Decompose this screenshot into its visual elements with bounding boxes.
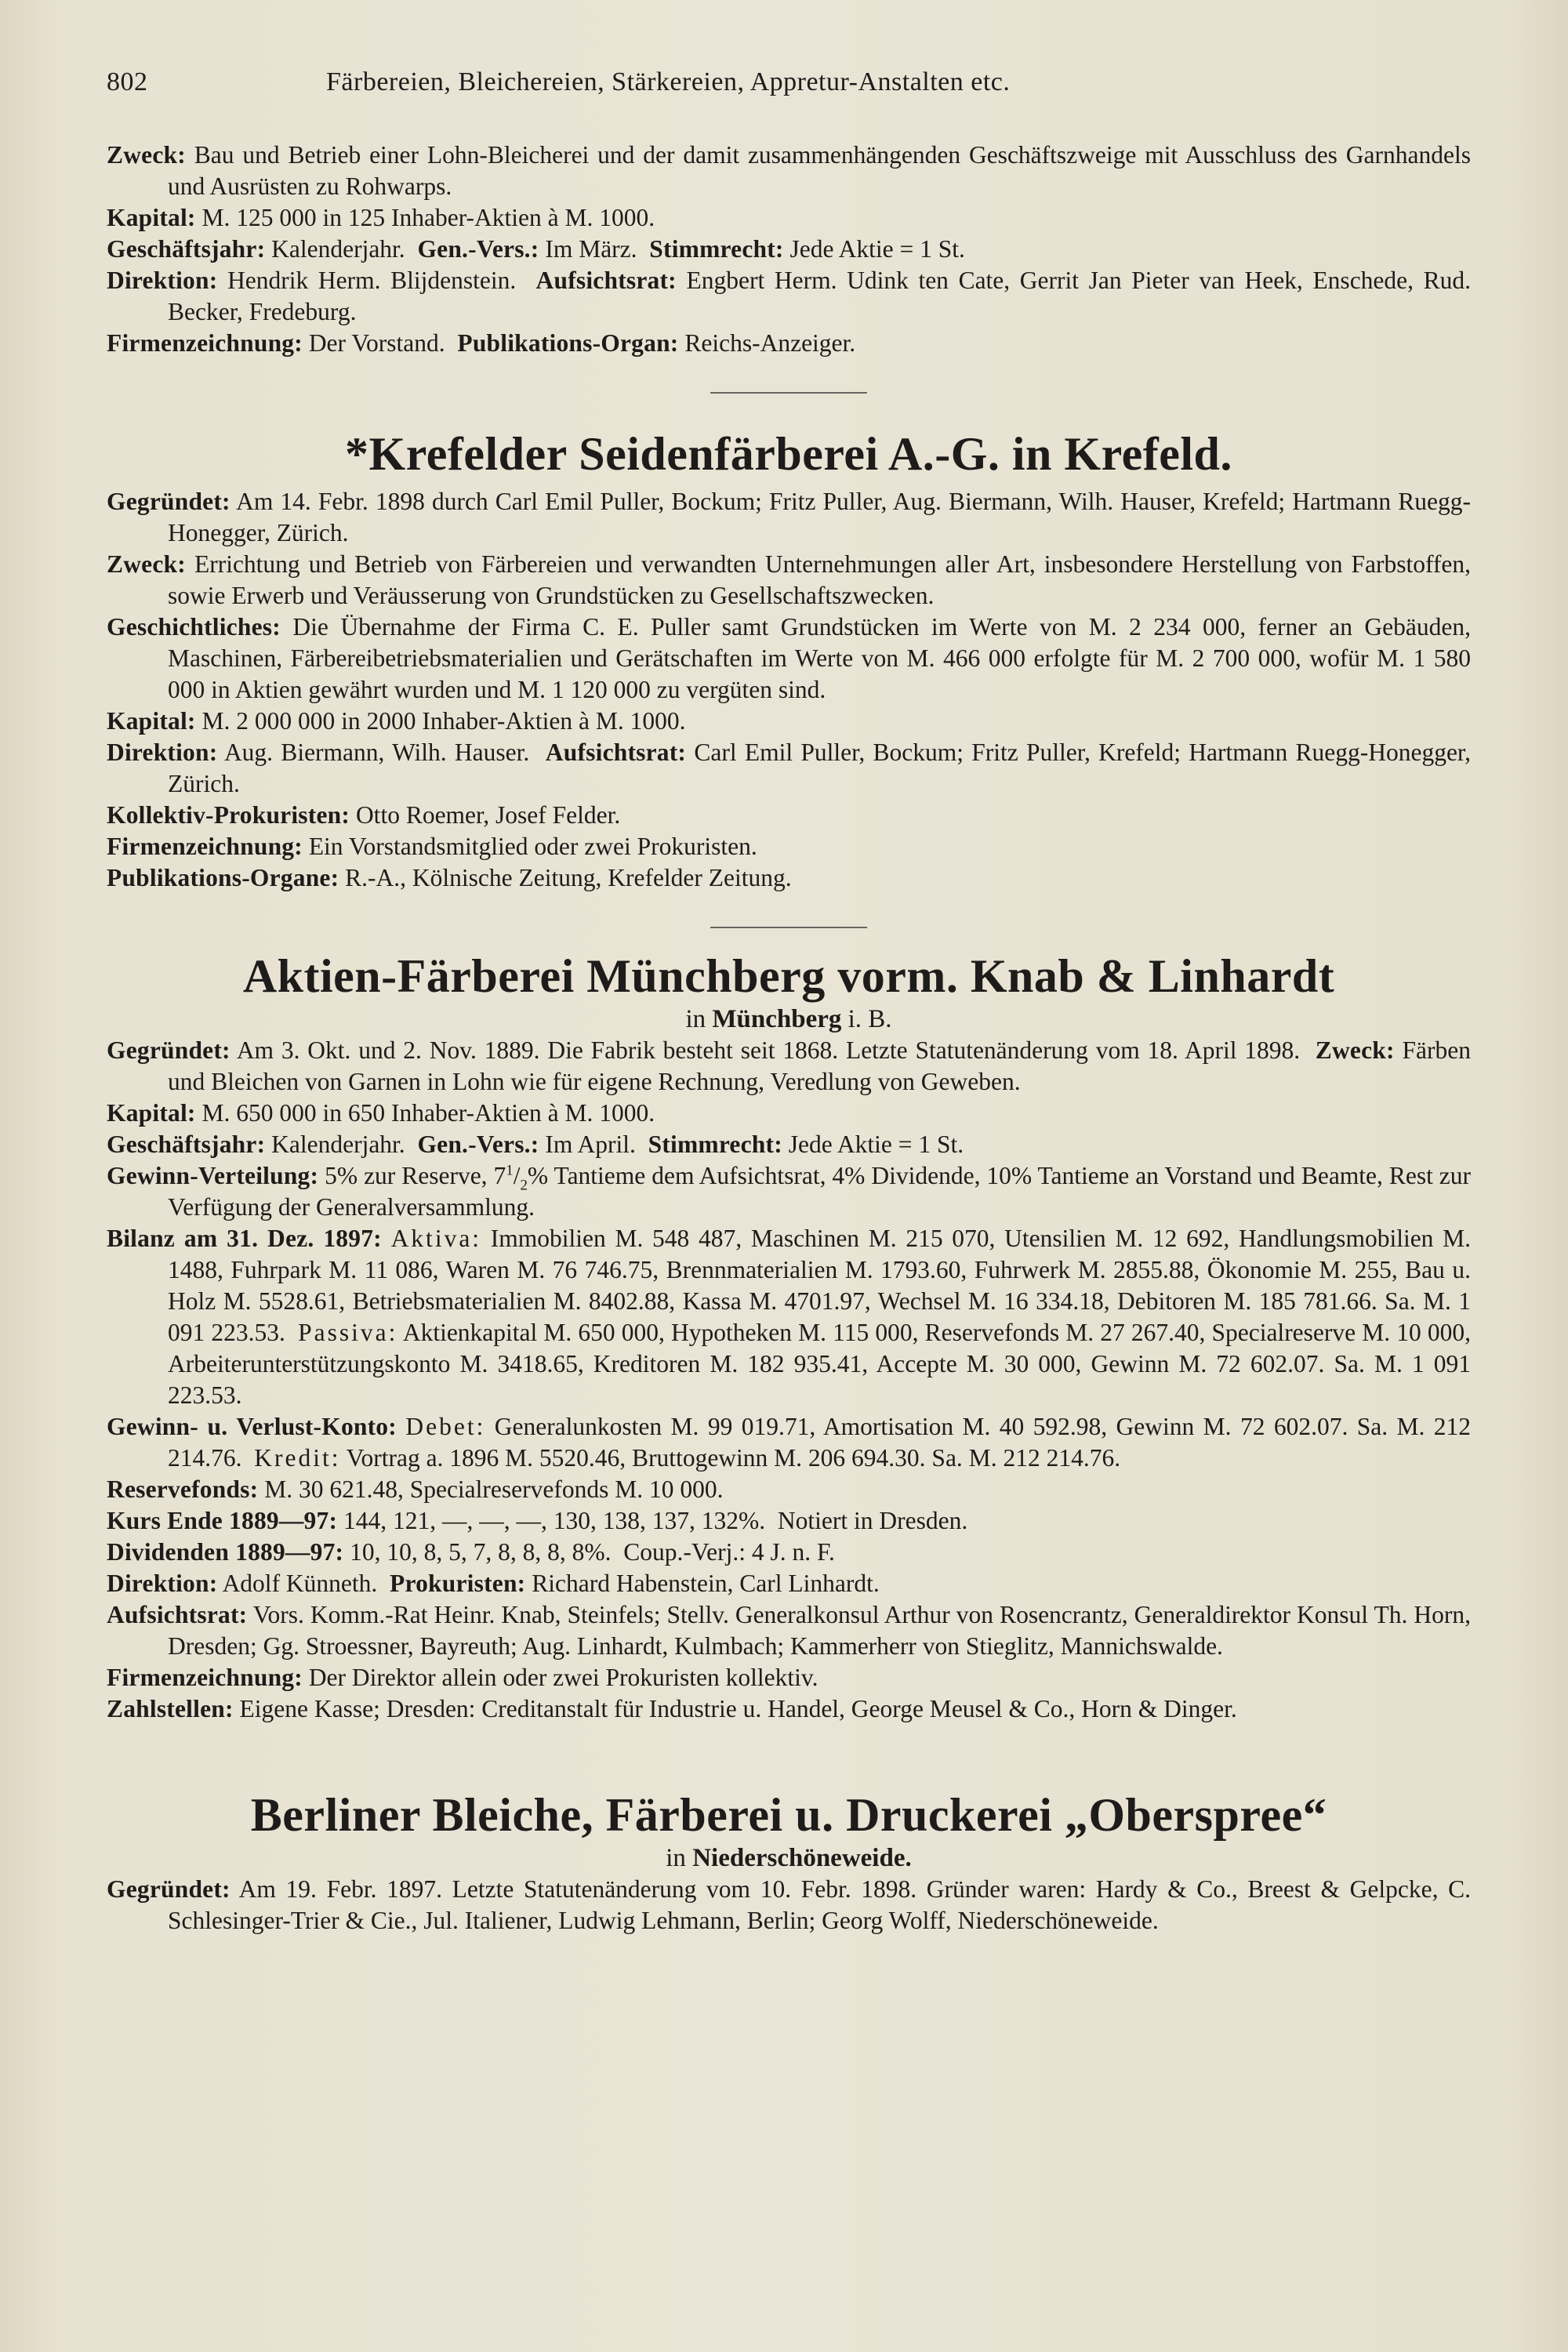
entry-reservefonds — [107, 1474, 1471, 1505]
field-label: Publikations-Organ: — [457, 329, 679, 357]
location-prefix: in — [685, 1005, 706, 1033]
field-value: Richard Habenstein, Carl Linhardt. — [532, 1570, 880, 1597]
field-value: Vortrag a. 1896 M. 5520.46, Bruttogewinn M. 206 694.30. Sa. M. 212 214.76. — [346, 1444, 1121, 1472]
field-value: Färben und Bleichen von Garnen in Lohn wie für eigene Rechnung, Veredlung von Geweben. — [168, 1036, 1471, 1095]
field-value: Otto Roemer, Josef Felder. — [355, 801, 621, 829]
entry-direktion — [107, 1568, 1471, 1599]
field-value: Der Direktor allein oder zwei Prokuristen kollektiv. — [308, 1664, 818, 1691]
field-value: Kalenderjahr. — [271, 235, 405, 263]
company-entry-oberspree — [107, 1788, 1471, 1936]
field-value: Coup.-Verj.: 4 J. n. F. — [623, 1538, 835, 1566]
field-value: Generalunkosten M. 99 019.71, Amortisation M. 40 592.98, Gewinn M. 72 602.07. Sa. M. 212 214.76. — [168, 1413, 1472, 1472]
field-label: Gegründet: — [107, 488, 230, 515]
field-value: Dividende, — [871, 1162, 981, 1189]
company-title: Aktien-Färberei Münchberg vorm. Knab & Linhardt — [242, 950, 1335, 1002]
field-label: Kapital: — [107, 1099, 196, 1127]
location-suffix: i. B. — [848, 1005, 892, 1033]
field-label: Prokuristen: — [390, 1570, 526, 1597]
field-label: Direktion: — [107, 1570, 218, 1597]
field-value: M. 650 000 in 650 Inhaber-Aktien à M. 1000. — [201, 1099, 655, 1127]
company-entry-krefelder — [107, 426, 1471, 894]
field-value: Bau und Betrieb einer Lohn-Bleicherei und der damit zusammenhängenden Geschäftszweige mit Ausschluss des Garnhandels und Ausrüsten zu Rohwarps. — [168, 141, 1471, 200]
field-value: 10, 10, 8, 5, 7, 8, 8, 8, 8 — [350, 1538, 585, 1566]
subfield-label: Aktiva: — [390, 1225, 482, 1252]
percent-sign: % — [336, 1162, 358, 1189]
entry-kurs: Kurs Ende 1889—97: 144, 121, —, —, —, 130, 138, 137, 132%. Notiert in Dresden. — [107, 1507, 968, 1534]
entry-geschichtliches — [107, 612, 1471, 706]
running-header — [107, 67, 1471, 97]
field-label: Gewinn- u. Verlust-Konto: — [107, 1413, 397, 1440]
percent-sign: % — [844, 1162, 866, 1189]
field-label: Firmenzeichnung: — [107, 329, 303, 357]
entry-gewinnverteilung: Gewinn-Verteilung: 5% zur Reserve, $7^1/_2\%$ Tantieme dem Aufsichtsrat, 4% Dividende, 10% Tantieme an Vorstand und Beamte, Rest zur Verfügung der Generalversammlung. — [107, 1162, 1472, 1221]
entry-prokuristen — [107, 800, 1471, 831]
entry-kapital — [107, 1098, 1471, 1129]
field-value: Errichtung und Betrieb von Färbereien und verwandten Unternehmungen aller Art, insbesondere Herstellung von Farbstoffen, sowie Erwerb und Veräusserung von Grundstücken zu Gesellschaftszwecken. — [168, 550, 1472, 609]
entry-gegruendet — [107, 486, 1471, 549]
field-value: M. 125 000 in 125 Inhaber-Aktien à M. 1000. — [201, 204, 655, 231]
entry-kapital — [107, 202, 1471, 234]
field-value: M. 30 621.48, Specialreservefonds M. 10 000. — [264, 1475, 724, 1503]
field-value: Jede Aktie = 1 St. — [788, 1131, 964, 1158]
field-label: Direktion: — [107, 267, 218, 294]
entry-firmenzeichnung — [107, 1662, 1471, 1693]
entry-zahlstellen — [107, 1693, 1471, 1725]
field-value: Reichs-Anzeiger. — [684, 329, 856, 357]
fraction-denominator: 2 — [520, 1177, 528, 1194]
subfield-label: Passiva: — [298, 1319, 398, 1346]
field-label: Bilanz am 31. Dez. 1897: — [107, 1225, 382, 1252]
field-label: Aufsichtsrat: — [545, 739, 687, 766]
field-label: Geschäftsjahr: — [107, 1131, 266, 1158]
field-label: Gen.-Vers.: — [417, 235, 539, 263]
entry-kapital — [107, 706, 1471, 737]
percent-sign: % — [1011, 1162, 1033, 1189]
percent-sign: % — [527, 1162, 549, 1189]
entry-zweck — [107, 140, 1471, 202]
entry-firmenzeichnung — [107, 328, 1471, 359]
field-label: Aufsichtsrat: — [107, 1601, 248, 1628]
field-value: Die Übernahme der Firma C. E. Puller samt Grundstücken im Werte von M. 2 234 000, ferner an Gebäuden, Maschinen, Färbereibetriebsmaterialien und Gerätschaften im Werte von M. 466 000 erfolgte für M. 2 700 000, wofür M. 1 580 000 in Aktien gewährt wurden und M. 1 120 000 zu vergüten sind. — [168, 613, 1471, 703]
field-label: Zweck: — [1315, 1036, 1395, 1064]
field-label: Kapital: — [107, 204, 196, 231]
field-value: Eigene Kasse; Dresden: Creditanstalt für Industrie u. Handel, George Meusel & Co., Horn & Dinger. — [239, 1695, 1237, 1722]
field-value: Engbert Herm. Udink ten Cate, Gerrit Jan Pieter van Heek, Enschede, Rud. Becker, Fredeburg. — [168, 267, 1472, 325]
location-place: Münchberg — [712, 1005, 842, 1033]
field-value: Immobilien M. 548 487, Maschinen M. 215 070, Utensilien M. 12 692, Handlungsmobilien M. 1488, Fuhrpark M. 11 086, Waren M. 76 746.75, Brennmaterialien M. 1793.60, Fuhrwerk M. 2855.88, Ökonomie M. 255, Bau u. Holz M. 5528.61, Betriebsmaterialien M. 8402.88, Kassa M. 4701.97, Wechsel M. 16 334.18, Debitoren M. 185 781.66. Sa. M. 1 091 223.53. — [168, 1225, 1472, 1346]
field-label: Gegründet: — [107, 1036, 230, 1064]
entry-dividenden: Dividenden 1889—97: 10, 10, 8, 5, 7, 8, 8, 8, 8%. Coup.-Verj.: 4 J. n. F. — [107, 1538, 835, 1566]
percent-value: 4 — [832, 1162, 845, 1189]
field-label: Kapital: — [107, 707, 196, 735]
entry-publikation — [107, 862, 1471, 894]
fraction-numerator: 1 — [506, 1162, 514, 1179]
location-place: Niederschöneweide. — [692, 1844, 912, 1872]
company-entry-muenchberg — [107, 949, 1471, 1725]
field-label: Aufsichtsrat: — [535, 267, 677, 294]
field-value: Im März. — [545, 235, 637, 263]
field-value: Ein Vorstandsmitglied oder zwei Prokuristen. — [308, 833, 757, 860]
field-value: Adolf Künneth. — [222, 1570, 378, 1597]
field-label: Geschäftsjahr: — [107, 235, 266, 263]
field-label: Zweck: — [107, 141, 186, 169]
percent-sign: % — [584, 1538, 605, 1566]
subfield-label: Kredit: — [254, 1444, 341, 1472]
field-label: Publikations-Organe: — [107, 864, 339, 891]
entry-firmenzeichnung — [107, 831, 1471, 862]
percent-value: 5 — [325, 1162, 337, 1189]
field-label: Geschichtliches: — [107, 613, 281, 641]
field-label: Dividenden 1889—97: — [107, 1538, 344, 1566]
entry-gegruendet — [107, 1874, 1471, 1936]
field-label: Gewinn-Verteilung: — [107, 1162, 319, 1189]
field-value: Im April. — [545, 1131, 636, 1158]
field-value: Der Vorstand. — [308, 329, 445, 357]
company-title: Berliner Bleiche, Färberei u. Druckerei „Oberspree“ — [250, 1789, 1327, 1841]
field-label: Zahlstellen: — [107, 1695, 234, 1722]
field-label: Firmenzeichnung: — [107, 833, 303, 860]
percent-value: 10 — [986, 1162, 1011, 1189]
page-body — [107, 140, 1471, 1936]
field-value: zur Reserve, — [364, 1162, 488, 1189]
subfield-label: Debet: — [405, 1413, 486, 1440]
page-number: 802 — [107, 67, 148, 96]
field-label: Gegründet: — [107, 1875, 230, 1903]
entry-direktion — [107, 265, 1471, 328]
company-entry-continued — [107, 140, 1471, 359]
running-title: Färbereien, Bleichereien, Stärkereien, Appretur-Anstalten etc. — [326, 67, 1011, 96]
field-value: Am 3. Okt. und 2. Nov. 1889. Die Fabrik besteht seit 1868. Letzte Statutenänderung vom 18. April 1898. — [236, 1036, 1301, 1064]
field-label: Stimmrecht: — [648, 1131, 782, 1158]
field-value: Kalenderjahr. — [271, 1131, 405, 1158]
field-label: Kollektiv-Prokuristen: — [107, 801, 350, 829]
company-title: *Krefelder Seidenfärberei A.-G. in Krefeld. — [345, 428, 1232, 480]
entry-gegruendet — [107, 1035, 1471, 1098]
field-value: Aug. Biermann, Wilh. Hauser. — [223, 739, 530, 766]
entry-geschaeftsjahr — [107, 1129, 1471, 1160]
field-value: R.-A., Kölnische Zeitung, Krefelder Zeitung. — [345, 864, 792, 891]
field-label: Direktion: — [107, 739, 218, 766]
field-value: Aktienkapital M. 650 000, Hypotheken M. 115 000, Reservefonds M. 27 267.40, Specialreserve M. 10 000, Arbeiterunterstützungskonto M. 3418.65, Kreditoren M. 182 935.41, Accepte M. 30 000, Gewinn M. 72 602.07. Sa. M. 1 091 223.53. — [168, 1319, 1472, 1409]
field-value: 144, 121, —, —, —, 130, 138, 137, 132 — [343, 1507, 739, 1534]
field-label: Firmenzeichnung: — [107, 1664, 303, 1691]
entry-direktion — [107, 737, 1471, 800]
field-label: Kurs Ende 1889—97: — [107, 1507, 338, 1534]
field-value: Hendrik Herm. Blijdenstein. — [227, 267, 517, 294]
field-value: Am 14. Febr. 1898 durch Carl Emil Puller, Bockum; Fritz Puller, Aug. Biermann, Wilh. Hauser, Krefeld; Hartmann Ruegg-Honegger, Zürich. — [168, 488, 1471, 546]
entry-aufsichtsrat — [107, 1599, 1471, 1662]
field-value: Vors. Komm.-Rat Heinr. Knab, Steinfels; Stellv. Generalkonsul Arthur von Rosencrantz, Generaldirektor Konsul Th. Horn, Dresden; Gg. Stroessner, Bayreuth; Aug. Linhardt, Kulmbach; Kammerherr von Stieglitz, Mannichswalde. — [168, 1601, 1471, 1660]
field-value: Notiert in Dresden. — [777, 1507, 968, 1534]
field-value: Am 19. Febr. 1897. Letzte Statutenänderung vom 10. Febr. 1898. Gründer waren: Hardy & Co., Breest & Gelpcke, C. Schlesinger-Trier & Cie., Jul. Italiener, Ludwig Lehmann, Berlin; Georg Wolff, Niederschöneweide. — [168, 1875, 1472, 1934]
field-value: Tantieme dem Aufsichtsrat, — [554, 1162, 826, 1189]
field-label: Zweck: — [107, 550, 186, 578]
entry-guv — [107, 1411, 1471, 1474]
location-prefix: in — [666, 1844, 686, 1872]
field-label: Stimmrecht: — [649, 235, 784, 263]
field-value: Tantieme an Vorstand und Beamte, Rest zur Verfügung der Generalversammlung. — [168, 1162, 1472, 1221]
company-location — [107, 1004, 1471, 1035]
entry-bilanz — [107, 1223, 1471, 1411]
entry-geschaeftsjahr — [107, 234, 1471, 265]
field-value: Jede Aktie = 1 St. — [789, 235, 965, 263]
field-value: M. 2 000 000 in 2000 Inhaber-Aktien à M. 1000. — [201, 707, 686, 735]
entry-zweck — [107, 549, 1471, 612]
field-value: Carl Emil Puller, Bockum; Fritz Puller, Krefeld; Hartmann Ruegg-Honegger, Zürich. — [168, 739, 1472, 797]
field-label: Reservefonds: — [107, 1475, 259, 1503]
company-location — [107, 1842, 1471, 1874]
percent-sign: % — [739, 1507, 760, 1534]
percent-value: 7 — [493, 1162, 506, 1189]
field-label: Gen.-Vers.: — [417, 1131, 539, 1158]
